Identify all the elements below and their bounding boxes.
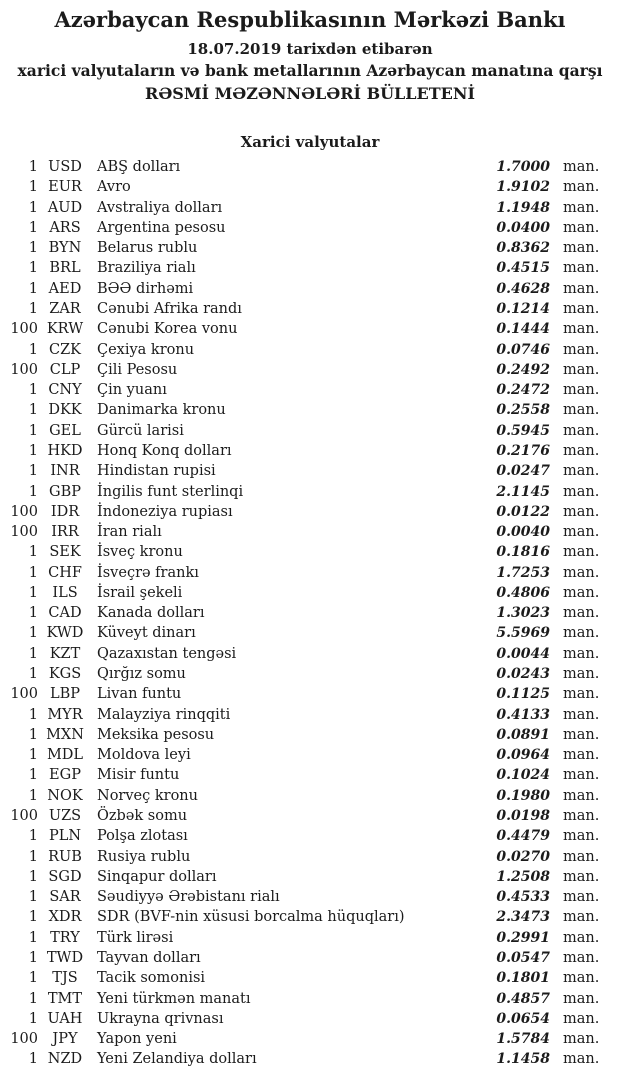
effective-date: 18.07.2019 tarixdən etibarən	[187, 40, 433, 58]
currency-name: Hindistan rupisi	[97, 463, 216, 480]
currency-name: Misir funtu	[97, 767, 180, 784]
rate-value: 0.2176	[496, 442, 550, 459]
rate-row	[0, 603, 620, 623]
rate-row	[0, 258, 620, 278]
unit-label: man.	[563, 828, 600, 845]
currency-code: USD	[48, 159, 82, 175]
currency-code: CHF	[48, 564, 82, 581]
rate-value: 1.1948	[496, 199, 550, 216]
rate-value: 0.2472	[496, 382, 550, 399]
rate-row	[0, 867, 620, 887]
unit-label: man.	[563, 605, 600, 622]
rate-value: 0.4806	[496, 584, 550, 601]
rate-row	[0, 502, 620, 522]
currency-code: TMT	[47, 990, 83, 1007]
rate-value: 0.0040	[496, 524, 550, 541]
unit-label: man.	[563, 909, 600, 926]
currency-quantity: 1	[28, 544, 38, 561]
currency-name: Norveç kronu	[97, 787, 198, 804]
currency-code: KZT	[49, 645, 81, 662]
currency-code: SEK	[49, 544, 81, 561]
currency-name: Danimarka kronu	[97, 402, 226, 419]
currency-code: SAR	[49, 889, 81, 906]
rate-row	[0, 806, 620, 826]
unit-label: man.	[563, 321, 600, 338]
currency-quantity: 1	[28, 402, 38, 419]
section-title-foreign-currencies: Xarici valyutalar	[240, 133, 380, 151]
currency-quantity: 1	[28, 240, 38, 257]
currency-code: NOK	[47, 787, 83, 804]
rate-row	[0, 279, 620, 299]
bulletin-title: RƏSMİ MƏZƏNNƏLƏRİ BÜLLETENİ	[145, 84, 475, 103]
currency-quantity: 1	[28, 625, 38, 642]
currency-name: Çexiya kronu	[97, 341, 195, 358]
currency-code: DKK	[48, 402, 82, 419]
unit-label: man.	[563, 929, 600, 946]
unit-label: man.	[563, 179, 600, 196]
rate-row	[0, 968, 620, 988]
currency-name: Sinqapur dolları	[97, 868, 217, 885]
unit-label: man.	[563, 300, 600, 317]
currency-code: CAD	[48, 605, 82, 622]
rate-value: 1.1458	[496, 1051, 550, 1067]
currency-name: Moldova leyi	[97, 747, 191, 764]
unit-label: man.	[563, 564, 600, 581]
currency-quantity: 1	[28, 666, 38, 683]
rate-value: 0.0547	[496, 949, 550, 966]
currency-quantity: 100	[10, 808, 38, 824]
unit-label: man.	[563, 625, 600, 642]
unit-label: man.	[563, 787, 600, 804]
rate-value: 0.0654	[496, 1010, 550, 1027]
rate-value: 0.4628	[496, 280, 550, 297]
rate-value: 0.4479	[496, 828, 550, 845]
currency-code: GBP	[49, 483, 81, 500]
unit-label: man.	[563, 666, 600, 683]
currency-code: SGD	[48, 868, 82, 885]
rate-row	[0, 1029, 620, 1049]
currency-quantity: 1	[28, 868, 38, 885]
rate-row	[0, 482, 620, 502]
rate-value: 1.9102	[496, 179, 550, 196]
currency-quantity: 1	[28, 645, 38, 662]
rate-value: 0.0964	[496, 747, 550, 764]
currency-name: Ukrayna qrivnası	[97, 1010, 224, 1027]
currency-quantity: 1	[28, 564, 38, 581]
unit-label: man.	[563, 524, 600, 541]
currency-name: SDR (BVF-nin xüsusi borcalma hüquqları)	[97, 909, 405, 926]
rate-row	[0, 380, 620, 400]
currency-name: Polşa zlotası	[97, 828, 188, 845]
currency-name: Yeni Zelandiya dolları	[97, 1051, 257, 1067]
currency-quantity: 1	[28, 970, 38, 987]
unit-label: man.	[563, 1010, 600, 1027]
rate-row	[0, 563, 620, 583]
currency-quantity: 1	[28, 159, 38, 175]
unit-label: man.	[563, 402, 600, 419]
currency-quantity: 1	[28, 848, 38, 865]
currency-code: CZK	[48, 341, 81, 358]
currency-code: KRW	[46, 321, 84, 338]
rate-value: 0.2991	[496, 929, 550, 946]
rate-row	[0, 826, 620, 846]
currency-code: NZD	[47, 1051, 83, 1067]
currency-quantity: 1	[28, 990, 38, 1007]
rate-value: 1.5784	[496, 1031, 550, 1048]
rate-row	[0, 664, 620, 684]
currency-name: Argentina pesosu	[97, 219, 226, 236]
currency-code: JPY	[52, 1031, 78, 1048]
rate-value: 0.5945	[496, 422, 550, 439]
currency-quantity: 100	[10, 686, 38, 703]
currency-quantity: 1	[28, 909, 38, 926]
currency-name: İngilis funt sterlinqi	[97, 483, 244, 500]
rate-value: 0.1444	[496, 321, 550, 338]
rates-table	[0, 157, 620, 1067]
currency-name: BƏƏ dirhəmi	[97, 280, 194, 297]
currency-code: TWD	[46, 949, 84, 966]
rate-value: 0.4515	[496, 260, 550, 277]
rate-value: 0.0891	[496, 726, 550, 743]
rate-value: 0.0400	[496, 219, 550, 236]
rate-value: 0.0198	[496, 808, 550, 824]
unit-label: man.	[563, 503, 600, 520]
unit-label: man.	[563, 199, 600, 216]
currency-quantity: 1	[28, 422, 38, 439]
currency-name: Livan funtu	[97, 686, 182, 703]
unit-label: man.	[563, 341, 600, 358]
unit-label: man.	[563, 280, 600, 297]
bank-name: Azərbaycan Respublikasının Mərkəzi Bankı	[54, 7, 566, 32]
currency-name: Tayvan dolları	[97, 949, 201, 966]
currency-name: Çin yuanı	[97, 382, 167, 399]
unit-label: man.	[563, 706, 600, 723]
rate-row	[0, 948, 620, 968]
currency-name: Çili Pesosu	[97, 361, 178, 378]
rate-row	[0, 705, 620, 725]
rate-row	[0, 684, 620, 704]
rate-value: 0.0270	[496, 848, 550, 865]
currency-name: Cənubi Korea vonu	[97, 321, 238, 338]
rate-row	[0, 765, 620, 785]
rate-value: 2.1145	[496, 483, 550, 500]
currency-name: İndoneziya rupiası	[97, 503, 233, 520]
currency-code: INR	[50, 463, 80, 480]
rate-value: 0.1024	[496, 767, 550, 784]
rate-row	[0, 1009, 620, 1029]
rate-value: 0.4857	[496, 990, 550, 1007]
rate-value: 0.8362	[496, 240, 550, 257]
currency-name: İsrail şekeli	[97, 584, 183, 601]
rate-row	[0, 542, 620, 562]
rate-row	[0, 725, 620, 745]
currency-quantity: 1	[28, 463, 38, 480]
currency-name: Braziliya rialı	[97, 260, 196, 277]
rate-row	[0, 157, 620, 177]
unit-label: man.	[563, 1051, 600, 1067]
currency-quantity: 1	[28, 1010, 38, 1027]
rate-row	[0, 887, 620, 907]
rate-value: 0.1816	[496, 544, 550, 561]
unit-label: man.	[563, 422, 600, 439]
rate-row	[0, 319, 620, 339]
currency-code: KGS	[48, 666, 82, 683]
rate-value: 0.0122	[496, 503, 550, 520]
currency-quantity: 1	[28, 483, 38, 500]
currency-code: RUB	[48, 848, 82, 865]
currency-quantity: 1	[28, 382, 38, 399]
currency-code: BRL	[49, 260, 81, 277]
rate-row	[0, 198, 620, 218]
currency-quantity: 100	[10, 524, 38, 541]
unit-label: man.	[563, 382, 600, 399]
currency-code: UZS	[48, 808, 82, 824]
currency-name: Honq Konq dolları	[97, 442, 232, 459]
currency-quantity: 1	[28, 726, 38, 743]
currency-code: EUR	[48, 179, 82, 196]
rate-row	[0, 299, 620, 319]
unit-label: man.	[563, 747, 600, 764]
rate-value: 0.2558	[496, 402, 550, 419]
rate-value: 0.1801	[496, 970, 550, 987]
rate-row	[0, 360, 620, 380]
unit-label: man.	[563, 767, 600, 784]
rate-value: 0.0746	[496, 341, 550, 358]
currency-code: XDR	[48, 909, 82, 926]
currency-quantity: 1	[28, 828, 38, 845]
bulletin-header	[0, 0, 620, 103]
currency-name: Kanada dolları	[97, 605, 205, 622]
bulletin-subtitle: xarici valyutaların və bank metallarının Azərbaycan manatına qarşı	[17, 61, 603, 80]
currency-quantity: 1	[28, 929, 38, 946]
currency-quantity: 1	[28, 260, 38, 277]
rate-row	[0, 847, 620, 867]
rate-value: 0.1214	[496, 300, 550, 317]
currency-code: BYN	[48, 240, 82, 257]
currency-name: Belarus rublu	[97, 240, 198, 257]
currency-quantity: 1	[28, 787, 38, 804]
currency-name: Rusiya rublu	[97, 848, 191, 865]
currency-name: Küveyt dinarı	[97, 625, 196, 642]
currency-quantity: 1	[28, 605, 38, 622]
currency-code: MDL	[46, 747, 84, 764]
rate-value: 0.0243	[496, 666, 550, 683]
rate-row	[0, 421, 620, 441]
currency-quantity: 1	[28, 280, 38, 297]
rate-row	[0, 1049, 620, 1067]
unit-label: man.	[563, 240, 600, 257]
rate-row	[0, 218, 620, 238]
unit-label: man.	[563, 645, 600, 662]
currency-code: MYR	[47, 706, 83, 723]
unit-label: man.	[563, 159, 600, 175]
unit-label: man.	[563, 584, 600, 601]
currency-quantity: 1	[28, 179, 38, 196]
rate-row	[0, 441, 620, 461]
currency-quantity: 100	[10, 321, 38, 338]
unit-label: man.	[563, 868, 600, 885]
currency-name: Gürcü larisi	[97, 422, 184, 439]
unit-label: man.	[563, 483, 600, 500]
currency-quantity: 1	[28, 341, 38, 358]
currency-quantity: 100	[10, 503, 38, 520]
currency-code: TJS	[52, 970, 78, 987]
currency-code: EGP	[49, 767, 81, 784]
unit-label: man.	[563, 889, 600, 906]
currency-quantity: 1	[28, 889, 38, 906]
currency-code: KWD	[46, 625, 84, 642]
unit-label: man.	[563, 1031, 600, 1048]
unit-label: man.	[563, 848, 600, 865]
currency-name: Tacik somonisi	[97, 970, 206, 987]
rate-value: 2.3473	[496, 909, 550, 926]
rate-row	[0, 400, 620, 420]
rate-value: 1.7000	[496, 159, 550, 175]
currency-code: IRR	[51, 524, 79, 541]
rate-value: 0.0247	[496, 463, 550, 480]
rate-value: 0.1125	[496, 686, 550, 703]
currency-code: ARS	[49, 219, 81, 236]
unit-label: man.	[563, 990, 600, 1007]
currency-quantity: 1	[28, 767, 38, 784]
rate-row	[0, 989, 620, 1009]
currency-name: Meksika pesosu	[97, 726, 215, 743]
currency-code: AUD	[47, 199, 83, 216]
rate-value: 0.4533	[496, 889, 550, 906]
currency-code: CLP	[49, 361, 81, 378]
currency-name: ABŞ dolları	[97, 159, 181, 175]
unit-label: man.	[563, 970, 600, 987]
rate-value: 1.7253	[496, 564, 550, 581]
currency-code: LBP	[49, 686, 81, 703]
rate-row	[0, 644, 620, 664]
rate-row	[0, 745, 620, 765]
currency-quantity: 1	[28, 199, 38, 216]
currency-code: PLN	[48, 828, 82, 845]
rate-row	[0, 340, 620, 360]
currency-code: ILS	[52, 584, 78, 601]
currency-name: Səudiyyə Ərəbistanı rialı	[97, 889, 280, 906]
rate-value: 0.2492	[496, 361, 550, 378]
currency-name: Avstraliya dolları	[97, 199, 223, 216]
currency-code: CNY	[48, 382, 82, 399]
unit-label: man.	[563, 726, 600, 743]
unit-label: man.	[563, 949, 600, 966]
currency-code: GEL	[49, 422, 81, 439]
unit-label: man.	[563, 808, 600, 824]
rate-value: 0.4133	[496, 706, 550, 723]
currency-name: Malayziya rinqqiti	[97, 706, 231, 723]
rate-row	[0, 928, 620, 948]
currency-quantity: 100	[10, 1031, 38, 1048]
currency-name: İran rialı	[97, 524, 162, 541]
unit-label: man.	[563, 544, 600, 561]
currency-name: Qazaxıstan tengəsi	[97, 645, 237, 662]
unit-label: man.	[563, 260, 600, 277]
currency-quantity: 1	[28, 1051, 38, 1067]
unit-label: man.	[563, 361, 600, 378]
currency-code: TRY	[50, 929, 80, 946]
unit-label: man.	[563, 686, 600, 703]
currency-quantity: 1	[28, 706, 38, 723]
currency-name: Yeni türkmən manatı	[97, 990, 251, 1007]
unit-label: man.	[563, 463, 600, 480]
currency-code: IDR	[50, 503, 80, 520]
rate-row	[0, 522, 620, 542]
rate-row	[0, 461, 620, 481]
rate-value: 0.1980	[496, 787, 550, 804]
currency-quantity: 1	[28, 949, 38, 966]
rate-row	[0, 238, 620, 258]
rate-row	[0, 177, 620, 197]
rate-row	[0, 786, 620, 806]
currency-name: Yapon yeni	[97, 1031, 177, 1048]
rate-value: 0.0044	[496, 645, 550, 662]
rate-value: 1.3023	[496, 605, 550, 622]
currency-quantity: 1	[28, 747, 38, 764]
currency-code: ZAR	[49, 300, 81, 317]
currency-name: Qırğız somu	[97, 666, 186, 683]
currency-code: HKD	[47, 442, 83, 459]
rate-value: 1.2508	[496, 868, 550, 885]
rate-row	[0, 583, 620, 603]
currency-quantity: 1	[28, 300, 38, 317]
currency-quantity: 1	[28, 584, 38, 601]
currency-code: UAH	[47, 1010, 83, 1027]
currency-quantity: 1	[28, 219, 38, 236]
unit-label: man.	[563, 219, 600, 236]
currency-quantity: 1	[28, 442, 38, 459]
currency-name: İsveçrə frankı	[97, 564, 199, 581]
currency-name: Cənubi Afrika randı	[97, 300, 242, 317]
rate-value: 5.5969	[496, 625, 550, 642]
rate-row	[0, 623, 620, 643]
currency-name: Türk lirəsi	[97, 929, 174, 946]
unit-label: man.	[563, 442, 600, 459]
currency-name: Avro	[97, 179, 131, 196]
currency-code: MXN	[46, 726, 84, 743]
currency-quantity: 100	[10, 361, 38, 378]
currency-name: İsveç kronu	[97, 544, 183, 561]
rate-row	[0, 907, 620, 927]
currency-code: AED	[48, 280, 82, 297]
currency-name: Özbək somu	[97, 808, 188, 824]
